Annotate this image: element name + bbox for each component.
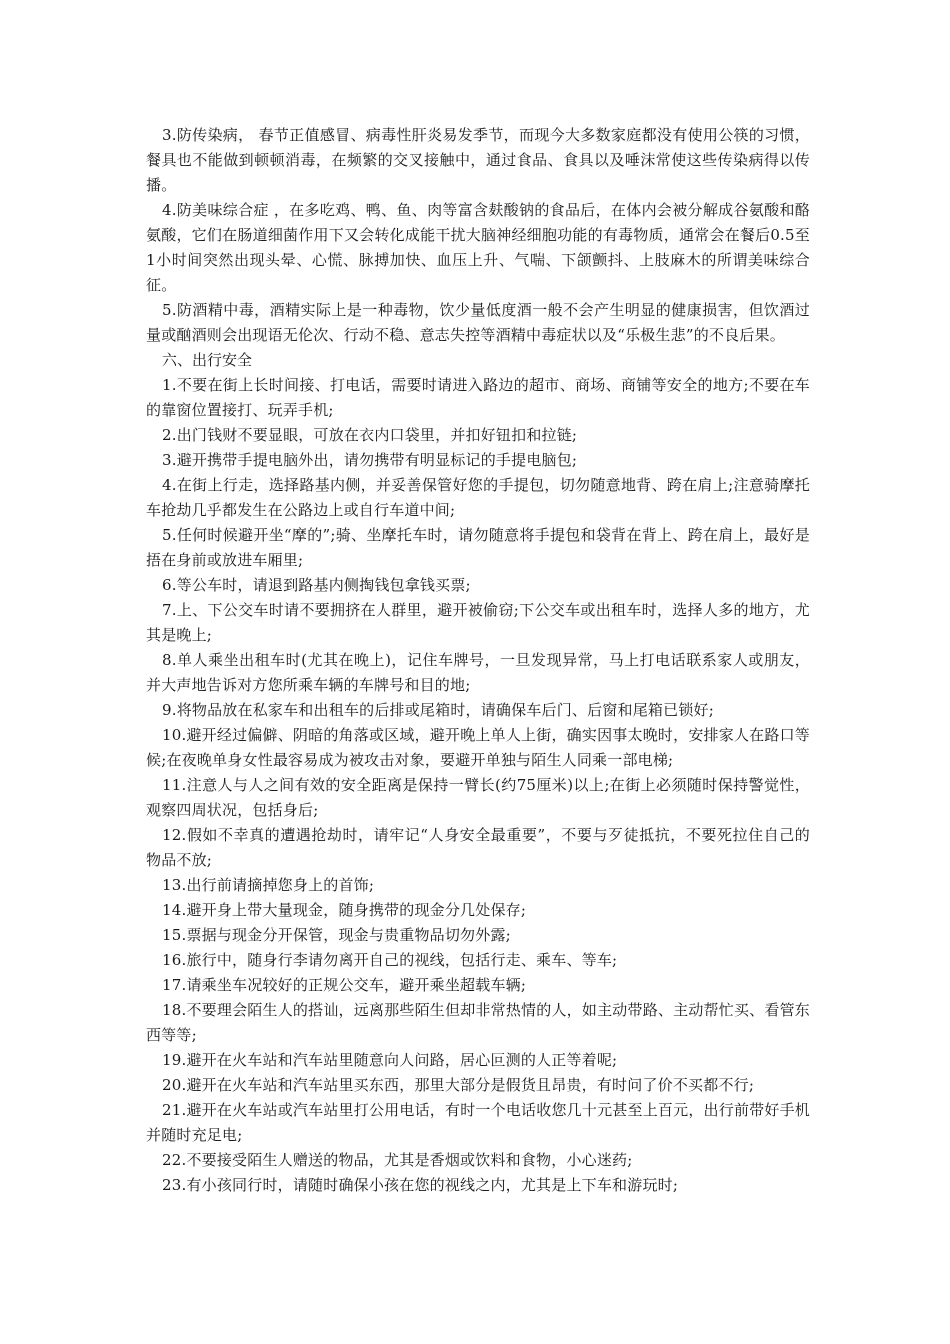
- list-item: 1.不要在街上长时间接、打电话，需要时请进入路边的超市、商场、商铺等安全的地方;不要在车的靠窗位置接打、玩弄手机;: [146, 376, 810, 419]
- list-item: 21.避开在火车站或汽车站里打公用电话，有时一个电话收您几十元甚至上百元，出行前带好手机并随时充足电;: [146, 1101, 810, 1144]
- paragraph-msg-syndrome: 4.防美味综合症 ，在多吃鸡、鸭、鱼、肉等富含麸酸钠的食品后，在体内会被分解成谷氨酸和酪氨酸，它们在肠道细菌作用下又会转化成能干扰大脑神经细胞功能的有毒物质，通常会在餐后0.5至1小时间突然出现头晕、心慌、脉搏加快、血压上升、气喘、下颌颤抖、上肢麻木的所谓美味综合征。: [146, 201, 810, 294]
- list-item: 9.将物品放在私家车和出租车的后排或尾箱时，请确保车后门、后窗和尾箱已锁好;: [162, 701, 714, 719]
- list-item: 5.任何时候避开坐“摩的”;骑、坐摩托车时，请勿随意将手提包和袋背在背上、跨在肩上，最好是捂在身前或放进车厢里;: [146, 526, 810, 569]
- list-item: 19.避开在火车站和汽车站里随意向人问路，居心叵测的人正等着呢;: [162, 1051, 618, 1069]
- list-item: 3.避开携带手提电脑外出，请勿携带有明显标记的手提电脑包;: [162, 451, 578, 469]
- list-item: 7.上、下公交车时请不要拥挤在人群里，避开被偷窃;下公交车或出租车时，选择人多的地方，尤其是晚上;: [146, 601, 810, 644]
- paragraph-prevent-infection: 3.防传染病， 春节正值感冒、病毒性肝炎易发季节，而现今大多数家庭都没有使用公筷的习惯，餐具也不能做到顿顿消毒，在频繁的交叉接触中，通过食品、食具以及唾沫常使这些传染病得以传播。: [146, 126, 810, 194]
- list-item: 17.请乘坐车况较好的正规公交车，避开乘坐超载车辆;: [162, 976, 527, 994]
- section-heading-travel-safety: 六、出行安全: [162, 351, 253, 369]
- paragraph-alcohol-poisoning: 5.防酒精中毒，酒精实际上是一种毒物，饮少量低度酒一般不会产生明显的健康损害，但饮酒过量或酗酒则会出现语无伦次、行动不稳、意志失控等酒精中毒症状以及“乐极生悲”的不良后果。: [146, 301, 810, 344]
- list-item: 12.假如不幸真的遭遇抢劫时，请牢记“人身安全最重要”，不要与歹徒抵抗，不要死拉住自己的物品不放;: [146, 826, 810, 869]
- list-item: 18.不要理会陌生人的搭讪，远离那些陌生但却非常热情的人，如主动带路、主动帮忙买、看管东西等等;: [146, 1001, 810, 1044]
- list-item: 14.避开身上带大量现金，随身携带的现金分几处保存;: [162, 901, 527, 919]
- list-item: 4.在街上行走，选择路基内侧，并妥善保管好您的手提包，切勿随意地背、跨在肩上;注意骑摩托车抢劫几乎都发生在公路边上或自行车道中间;: [146, 476, 810, 519]
- list-item: 20.避开在火车站和汽车站里买东西，那里大部分是假货且昂贵，有时问了价不买都不行;: [162, 1076, 755, 1094]
- list-item: 13.出行前请摘掉您身上的首饰;: [162, 876, 375, 894]
- list-item: 23.有小孩同行时，请随时确保小孩在您的视线之内，尤其是上下车和游玩时;: [162, 1176, 679, 1194]
- list-item: 2.出门钱财不要显眼，可放在衣内口袋里，并扣好钮扣和拉链;: [162, 426, 578, 444]
- list-item: 10.避开经过偏僻、阴暗的角落或区域，避开晚上单人上街，确实因事太晚时，安排家人在路口等候;在夜晚单身女性最容易成为被攻击对象，要避开单独与陌生人同乘一部电梯;: [146, 726, 810, 769]
- list-item: 15.票据与现金分开保管，现金与贵重物品切勿外露;: [162, 926, 511, 944]
- list-item: 11.注意人与人之间有效的安全距离是保持一臂长(约75厘米)以上;在街上必须随时保持警觉性，观察四周状况，包括身后;: [146, 776, 810, 819]
- list-item: 22.不要接受陌生人赠送的物品，尤其是香烟或饮料和食物，小心迷药;: [162, 1151, 633, 1169]
- list-item: 16.旅行中，随身行李请勿离开自己的视线，包括行走、乘车、等车;: [162, 951, 618, 969]
- list-item: 6.等公车时，请退到路基内侧掏钱包拿钱买票;: [162, 576, 471, 594]
- list-item: 8.单人乘坐出租车时(尤其在晚上)，记住车牌号，一旦发现异常，马上打电话联系家人或朋友，并大声地告诉对方您所乘车辆的车牌号和目的地;: [146, 651, 810, 694]
